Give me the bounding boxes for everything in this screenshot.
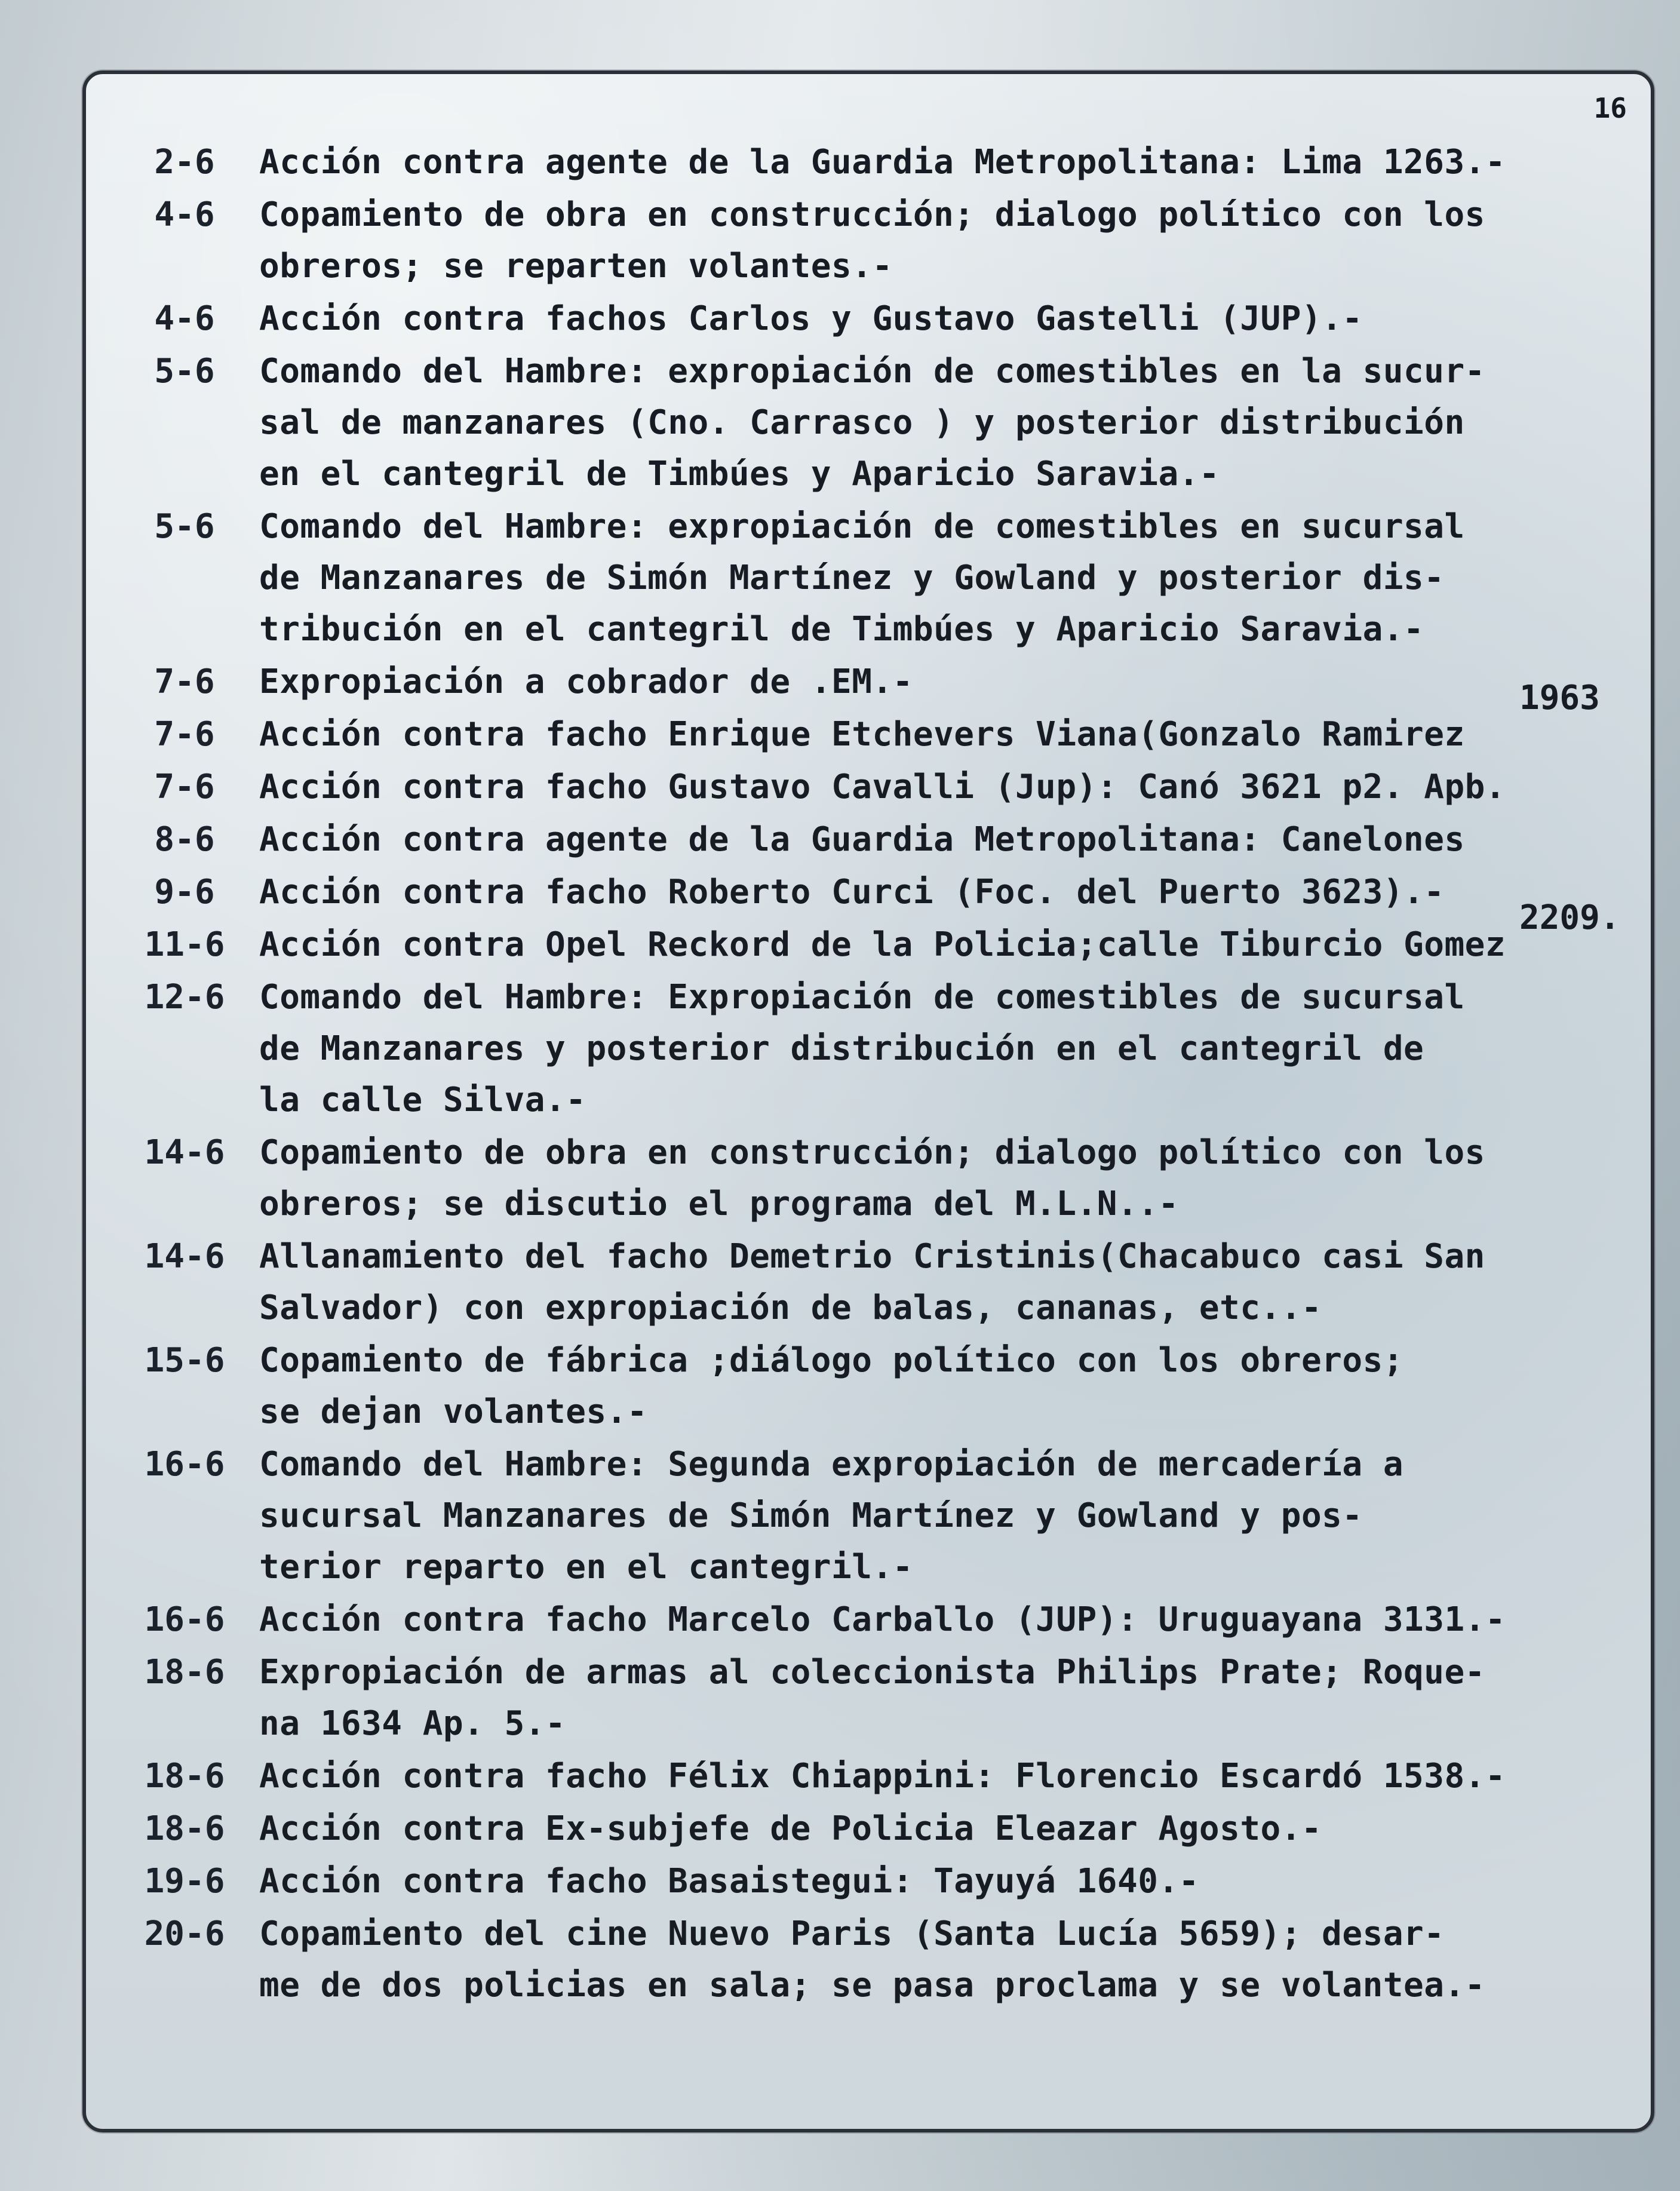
entry-text	[259, 1751, 1627, 1802]
entry-text	[259, 972, 1627, 1126]
entry-line: la calle Silva.-	[259, 1081, 586, 1119]
entry-date: 16-6	[144, 1445, 225, 1484]
entry-date: 19-6	[144, 1862, 225, 1901]
entry-line: obreros; se discutio el programa del M.L.N..-	[259, 1185, 1179, 1223]
entry-line: Salvador) con expropiación de balas, cananas, etc..-	[259, 1288, 1322, 1327]
entry-line: de Manzanares de Simón Martínez y Gowland y posterior dis-	[259, 559, 1445, 597]
entry-line: Acción contra agente de la Guardia Metropolitana: Canelones	[259, 820, 1465, 859]
entry-line: Copamiento de fábrica ;diálogo político con los obreros;	[259, 1341, 1404, 1380]
chronology-entry	[110, 346, 1627, 500]
entry-line: Expropiación a cobrador de .EM.-	[259, 662, 913, 701]
entry-text	[259, 293, 1627, 345]
entry-line: en el cantegril de Timbúes y Aparicio Saravia.-	[259, 455, 1220, 493]
entry-line: sucursal Manzanares de Simón Martínez y Gowland y pos-	[259, 1496, 1363, 1535]
entry-line: Copamiento de obra en construcción; dialogo político con los	[259, 1133, 1485, 1172]
entry-line: Comando del Hambre: Segunda expropiación de mercadería a	[259, 1445, 1404, 1484]
chronology-entry	[110, 1594, 1627, 1646]
chronology-entry	[110, 709, 1627, 760]
entry-text	[259, 1803, 1627, 1855]
entry-text	[259, 1647, 1627, 1750]
entry-line: terior reparto en el cantegril.-	[259, 1548, 913, 1587]
entry-line: Acción contra facho Gustavo Cavalli (Jup): Canó 3621 p2. Apb.	[259, 768, 1506, 806]
entry-date: 4-6	[154, 299, 215, 338]
chronology-entry	[110, 1856, 1627, 1907]
chronology-entry	[110, 1647, 1627, 1750]
entry-date: 14-6	[144, 1237, 225, 1276]
entry-text	[259, 1439, 1627, 1593]
entry-date: 18-6	[144, 1653, 225, 1692]
entry-date: 7-6	[154, 715, 215, 754]
chronology-entry	[110, 1439, 1627, 1593]
chronology-entry	[110, 972, 1627, 1126]
entry-line: Acción contra Opel Reckord de la Policia;calle Tiburcio Gomez	[259, 925, 1506, 964]
chronology-entry	[110, 1231, 1627, 1334]
entry-date: 20-6	[144, 1914, 225, 1953]
entry-text	[259, 814, 1627, 866]
entry-date: 15-6	[144, 1341, 225, 1380]
entry-line: Comando del Hambre: Expropiación de comestibles de sucursal	[259, 978, 1465, 1017]
entry-line: Acción contra facho Félix Chiappini: Florencio Escardó 1538.-	[259, 1757, 1506, 1796]
entry-line: se dejan volantes.-	[259, 1392, 648, 1431]
entry-date: 7-6	[154, 768, 215, 806]
chronology-entry	[110, 867, 1627, 918]
entry-date: 12-6	[144, 978, 225, 1017]
chronology-entry	[110, 293, 1627, 345]
entry-line: na 1634 Ap. 5.-	[259, 1704, 566, 1743]
entry-date: 18-6	[144, 1809, 225, 1848]
entry-text	[259, 501, 1627, 655]
entry-date: 2-6	[154, 143, 215, 182]
chronology-entry	[110, 189, 1627, 292]
entry-date: 16-6	[144, 1600, 225, 1639]
entry-line: Acción contra facho Enrique Etchevers Viana(Gonzalo Ramirez	[259, 715, 1465, 754]
entry-date: 9-6	[154, 873, 215, 912]
entry-date: 4-6	[154, 195, 215, 234]
chronology-entry	[110, 1127, 1627, 1230]
entry-text	[259, 1908, 1627, 2011]
entry-text	[259, 1231, 1627, 1334]
entry-date: 8-6	[154, 820, 215, 859]
entry-date: 11-6	[144, 925, 225, 964]
entry-line: sal de manzanares (Cno. Carrasco ) y posterior distribución	[259, 403, 1465, 442]
entry-text	[259, 1594, 1627, 1646]
entry-line: Acción contra agente de la Guardia Metropolitana: Lima 1263.-	[259, 143, 1506, 182]
entry-date: 14-6	[144, 1133, 225, 1172]
entry-line: tribución en el cantegril de Timbúes y Aparicio Saravia.-	[259, 610, 1424, 649]
entry-line: Acción contra facho Marcelo Carballo (JUP): Uruguayana 3131.-	[259, 1600, 1506, 1639]
margin-note-2209: 2209.	[1519, 898, 1620, 937]
chronology-list	[110, 137, 1627, 2012]
entry-text	[259, 867, 1627, 918]
chronology-entry	[110, 137, 1627, 188]
entry-text	[259, 1127, 1627, 1230]
entry-date: 18-6	[144, 1757, 225, 1796]
entry-line: Comando del Hambre: expropiación de comestibles en la sucur-	[259, 352, 1485, 391]
chronology-entry	[110, 1803, 1627, 1855]
chronology-entry	[110, 814, 1627, 866]
entry-line: Acción contra Ex-subjefe de Policia Eleazar Agosto.-	[259, 1809, 1322, 1848]
entry-text	[259, 1335, 1627, 1438]
chronology-entry	[110, 919, 1627, 971]
chronology-entry	[110, 501, 1627, 655]
chronology-entry	[110, 1908, 1627, 2011]
entry-text	[259, 189, 1627, 292]
entry-line: me de dos policias en sala; se pasa proclama y se volantea.-	[259, 1966, 1485, 2005]
entry-date: 5-6	[154, 507, 215, 546]
entry-line: obreros; se reparten volantes.-	[259, 247, 893, 286]
entry-text	[259, 919, 1627, 971]
entry-text	[259, 656, 1627, 708]
entry-line: de Manzanares y posterior distribución en el cantegril de	[259, 1029, 1424, 1068]
entry-text	[259, 1856, 1627, 1907]
entry-line: Comando del Hambre: expropiación de comestibles en sucursal	[259, 507, 1465, 546]
entry-line: Expropiación de armas al coleccionista Philips Prate; Roque-	[259, 1653, 1485, 1692]
typewritten-sheet	[82, 70, 1654, 2132]
chronology-entry	[110, 656, 1627, 708]
entry-line: Allanamiento del facho Demetrio Cristinis(Chacabuco casi San	[259, 1237, 1485, 1276]
entry-date: 5-6	[154, 352, 215, 391]
entry-text	[259, 762, 1627, 813]
entry-line: Acción contra facho Basaistegui: Tayuyá 1640.-	[259, 1862, 1199, 1901]
chronology-entry	[110, 762, 1627, 813]
entry-line: Acción contra facho Roberto Curci (Foc. del Puerto 3623).-	[259, 873, 1445, 912]
entry-line: Acción contra fachos Carlos y Gustavo Gastelli (JUP).-	[259, 299, 1363, 338]
entry-date: 7-6	[154, 662, 215, 701]
entry-line: Copamiento de obra en construcción; dialogo político con los	[259, 195, 1485, 234]
entry-line: Copamiento del cine Nuevo Paris (Santa Lucía 5659); desar-	[259, 1914, 1445, 1953]
margin-note-1963: 1963	[1519, 679, 1600, 717]
entry-text	[259, 137, 1627, 188]
entry-text	[259, 709, 1627, 760]
chronology-entry	[110, 1751, 1627, 1802]
entry-text	[259, 346, 1627, 500]
page-number: 16	[1593, 92, 1627, 124]
chronology-entry	[110, 1335, 1627, 1438]
